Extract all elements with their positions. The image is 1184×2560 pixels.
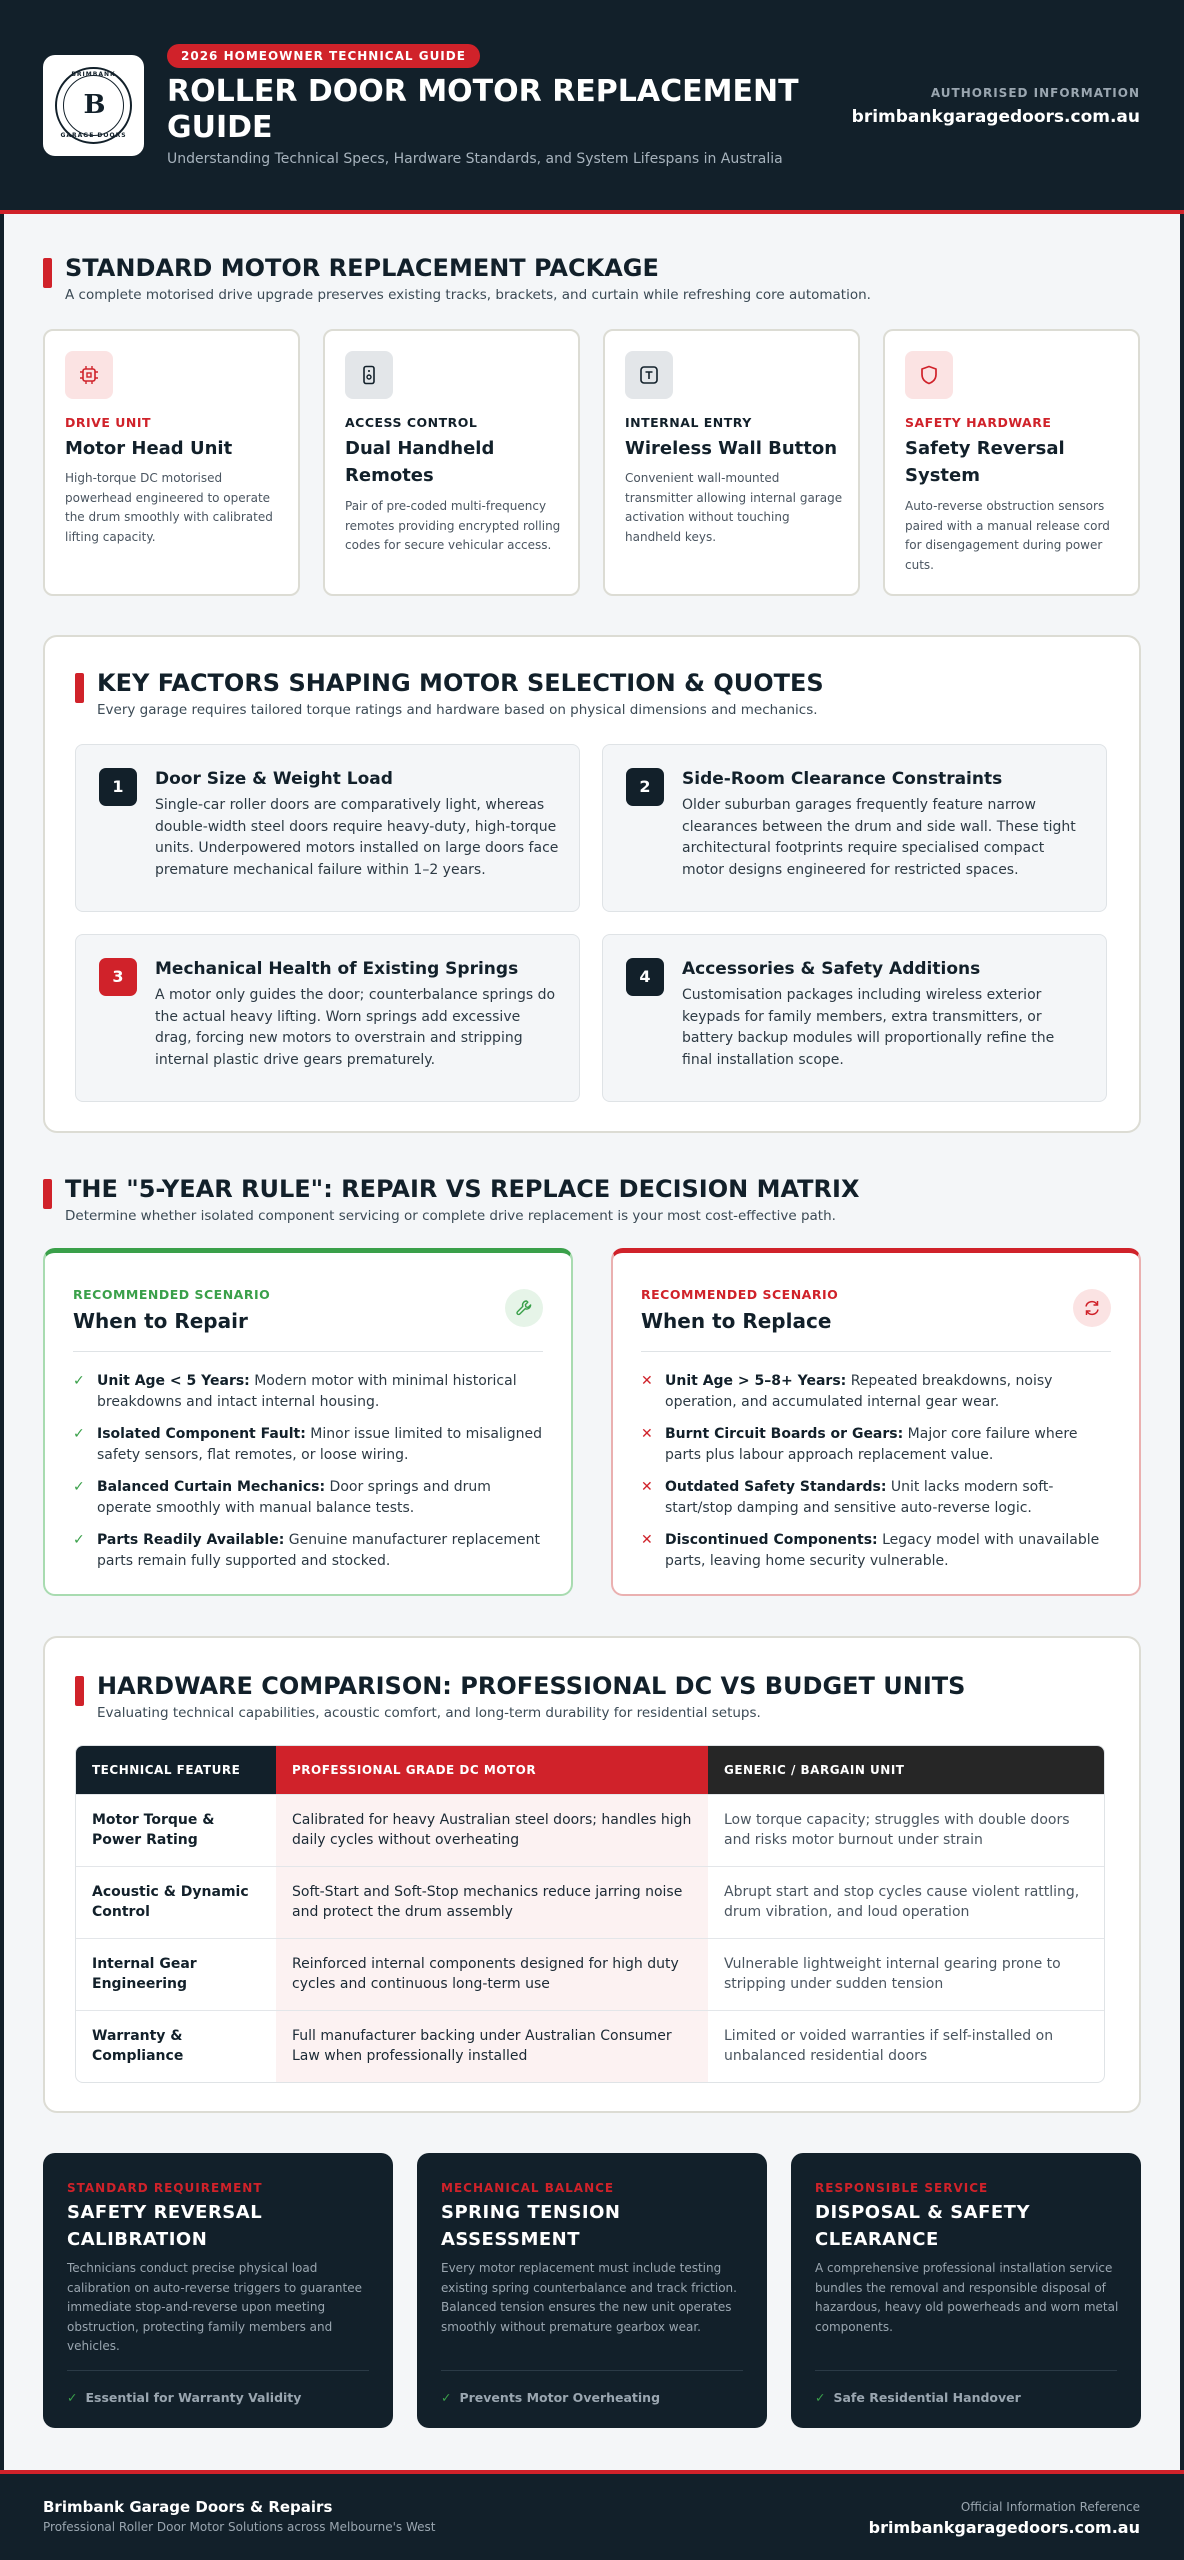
comparison-section-subtitle: Evaluating technical capabilities, acoustic comfort, and long-term durability for residential setups.	[97, 1705, 761, 1721]
column-header-budget: GENERIC / BARGAIN UNIT	[708, 1746, 1105, 1794]
replace-criterion	[641, 1424, 1111, 1465]
factor-body: Older suburban garages frequently feature narrow clearances between the drum and side wall. These tight architectural footprints require specialised compact motor designs engineered for restricted spaces.	[682, 797, 1076, 878]
package-card-remotes	[323, 329, 580, 596]
remote-icon	[345, 351, 393, 399]
criterion-lead: Balanced Curtain Mechanics:	[97, 1479, 326, 1495]
repair-criterion	[73, 1424, 543, 1465]
shield-icon	[905, 351, 953, 399]
cross-icon: ✕	[641, 1479, 653, 1495]
replace-criterion	[641, 1530, 1111, 1571]
criterion-text: Door springs and drum operate smoothly with manual balance tests.	[97, 1479, 491, 1516]
standard-divider	[815, 2370, 1117, 2371]
check-icon: ✓	[815, 2390, 826, 2405]
guide-badge: 2026 HOMEOWNER TECHNICAL GUIDE	[167, 44, 480, 68]
criterion-lead: Isolated Component Fault:	[97, 1426, 306, 1442]
check-icon: ✓	[73, 1373, 85, 1389]
section-accent-bar	[43, 258, 52, 288]
professional-cell: Full manufacturer backing under Australian Consumer Law when professionally installed	[276, 2011, 708, 2082]
factor-title: Door Size & Weight Load	[155, 769, 393, 789]
package-card-description: High-torque DC motorised powerhead engineered to operate the drum smoothly with calibrated lifting capacity.	[65, 471, 273, 544]
logo-seal	[55, 67, 132, 144]
chip-icon	[65, 351, 113, 399]
table-row	[76, 1794, 1105, 1866]
column-header-professional: PROFESSIONAL GRADE DC MOTOR	[276, 1746, 708, 1794]
standard-footnote-text: Prevents Motor Overheating	[459, 2390, 661, 2405]
budget-cell: Abrupt start and stop cycles cause violent rattling, drum vibration, and loud operation	[724, 1884, 1080, 1920]
replace-criterion	[641, 1477, 1111, 1518]
footer-reference-label: Official Information Reference	[960, 2500, 1140, 2514]
factor-card	[602, 934, 1107, 1102]
standard-card-disposal	[791, 2153, 1141, 2428]
standard-divider	[67, 2370, 369, 2371]
criterion-text: Major core failure where parts plus labour approach replacement value.	[665, 1426, 1078, 1463]
replace-criterion	[641, 1371, 1111, 1412]
professional-cell: Soft-Start and Soft-Stop mechanics reduce jarring noise and protect the drum assembly	[276, 1867, 708, 1938]
package-card-wall-button	[603, 329, 860, 596]
page-subtitle: Understanding Technical Specs, Hardware Standards, and System Lifespans in Australia	[167, 151, 783, 167]
replace-title: When to Replace	[641, 1309, 832, 1333]
footer-company-name: Brimbank Garage Doors & Repairs	[43, 2498, 333, 2516]
repair-criterion	[73, 1477, 543, 1518]
standard-kicker: MECHANICAL BALANCE	[441, 2181, 615, 2195]
factor-card	[602, 744, 1107, 912]
package-card-kicker: INTERNAL ENTRY	[625, 415, 752, 430]
package-card-kicker: DRIVE UNIT	[65, 415, 152, 430]
criterion-text: Minor issue limited to misaligned safety sensors, flat remotes, or loose wiring.	[97, 1426, 543, 1463]
page-title: ROLLER DOOR MOTOR REPLACEMENT GUIDE	[167, 74, 799, 145]
wrench-icon	[505, 1289, 543, 1327]
criterion-lead: Unit Age > 5–8+ Years:	[665, 1373, 847, 1389]
factor-body: Customisation packages including wireless exterior keypads for family members, extra transmitters, or battery backup modules will proportionally refine the final installation scope.	[682, 987, 1055, 1068]
section-accent-bar	[75, 1676, 84, 1706]
professional-cell: Calibrated for heavy Australian steel doors; handles high daily cycles without overheating	[276, 1795, 708, 1866]
standard-footnote	[67, 2390, 301, 2405]
logo-ring-bottom: GARAGE DOORS	[60, 132, 127, 139]
main-content	[4, 214, 1180, 2470]
table-row	[76, 2010, 1105, 2082]
comparison-section-title: HARDWARE COMPARISON: PROFESSIONAL DC VS BUDGET UNITS	[97, 1672, 966, 1700]
check-icon: ✓	[67, 2390, 78, 2405]
section-accent-bar	[43, 1179, 52, 1209]
footer-website-link[interactable]: brimbankgaragedoors.com.au	[868, 2518, 1140, 2537]
repair-title: When to Repair	[73, 1309, 248, 1333]
header-website-link[interactable]: brimbankgaragedoors.com.au	[851, 107, 1140, 127]
criterion-lead: Discontinued Components:	[665, 1532, 878, 1548]
package-card-description: Convenient wall-mounted transmitter allowing internal garage activation without touching handheld keys.	[625, 471, 843, 544]
criterion-lead: Outdated Safety Standards:	[665, 1479, 887, 1495]
comparison-table	[75, 1745, 1105, 2083]
package-card-safety-reversal	[883, 329, 1140, 596]
standard-footnote-text: Essential for Warranty Validity	[85, 2390, 302, 2405]
check-icon: ✓	[73, 1532, 85, 1548]
feature-cell: Internal Gear Engineering	[92, 1956, 197, 1992]
standard-kicker: STANDARD REQUIREMENT	[67, 2181, 263, 2195]
standard-card-safety-calibration	[43, 2153, 393, 2428]
package-card-kicker: SAFETY HARDWARE	[905, 415, 1052, 430]
replace-kicker: RECOMMENDED SCENARIO	[641, 1287, 839, 1302]
standard-description: A comprehensive professional installation service bundles the removal and responsible disposal of hazardous, heavy old powerheads and worn metal components.	[815, 2261, 1119, 2334]
logo-ring-top: BRIMBANK	[71, 71, 116, 78]
feature-cell: Warranty & Compliance	[92, 2028, 184, 2064]
budget-cell: Low torque capacity; struggles with double doors and risks motor burnout under strain	[724, 1812, 1070, 1848]
table-row	[76, 1866, 1105, 1938]
factor-number: 1	[99, 768, 137, 806]
factor-title: Accessories & Safety Additions	[682, 959, 981, 979]
feature-cell: Motor Torque & Power Rating	[92, 1812, 215, 1848]
factor-title: Mechanical Health of Existing Springs	[155, 959, 519, 979]
standard-card-spring-tension	[417, 2153, 767, 2428]
repair-card	[43, 1248, 573, 1596]
refresh-icon	[1073, 1289, 1111, 1327]
package-card-kicker: ACCESS CONTROL	[345, 415, 478, 430]
cross-icon: ✕	[641, 1426, 653, 1442]
factor-number: 4	[626, 958, 664, 996]
criterion-text: Unit lacks modern soft-start/stop damping and sensitive auto-reverse logic.	[665, 1479, 1054, 1516]
standard-divider	[441, 2370, 743, 2371]
criterion-text: Modern motor with minimal historical breakdowns and intact internal housing.	[97, 1373, 517, 1410]
logo-inner-ring	[63, 75, 124, 136]
budget-cell: Vulnerable lightweight internal gearing prone to stripping under sudden tension	[724, 1956, 1061, 1992]
matrix-section-subtitle: Determine whether isolated component servicing or complete drive replacement is your most cost-effective path.	[65, 1208, 836, 1224]
standard-description: Technicians conduct precise physical load calibration on auto-reverse triggers to guarantee immediate stop-and-reverse upon meeting obstruction, protecting family members and vehicles.	[67, 2261, 362, 2353]
check-icon: ✓	[73, 1426, 85, 1442]
factor-number: 2	[626, 768, 664, 806]
cross-icon: ✕	[641, 1532, 653, 1548]
table-header-row	[76, 1746, 1105, 1794]
standard-title: SAFETY REVERSAL CALIBRATION	[67, 2202, 263, 2250]
criterion-lead: Unit Age < 5 Years:	[97, 1373, 250, 1389]
brand-logo[interactable]	[43, 55, 144, 156]
budget-cell: Limited or voided warranties if self-installed on unbalanced residential doors	[724, 2028, 1054, 2064]
repair-criterion	[73, 1530, 543, 1571]
authorised-label: AUTHORISED INFORMATION	[930, 86, 1140, 100]
factor-body: A motor only guides the door; counterbalance springs do the actual heavy lifting. Worn springs add excessive drag, forcing new motors to overstrain and stripping internal plastic drive gears prematurely.	[155, 987, 556, 1068]
table-row	[76, 1938, 1105, 2010]
factor-number: 3	[99, 958, 137, 996]
factors-section-subtitle: Every garage requires tailored torque ratings and hardware based on physical dimensions and mechanics.	[97, 702, 818, 718]
section-accent-bar	[75, 673, 84, 703]
factors-section-title: KEY FACTORS SHAPING MOTOR SELECTION & QUOTES	[97, 669, 824, 697]
factor-card	[75, 744, 580, 912]
package-section-title: STANDARD MOTOR REPLACEMENT PACKAGE	[65, 254, 659, 282]
factor-title: Side-Room Clearance Constraints	[682, 769, 1003, 789]
cross-icon: ✕	[641, 1373, 653, 1389]
criterion-text: Legacy model with unavailable parts, leaving home security vulnerable.	[665, 1532, 1100, 1569]
factors-panel	[43, 635, 1141, 1133]
comparison-panel	[43, 1636, 1141, 2113]
wall-button-icon	[625, 351, 673, 399]
professional-cell: Reinforced internal components designed for high duty cycles and continuous long-term use	[276, 1939, 708, 2010]
standard-kicker: RESPONSIBLE SERVICE	[815, 2181, 989, 2195]
package-card-motor-head	[43, 329, 300, 596]
replace-card	[611, 1248, 1141, 1596]
feature-cell: Acoustic & Dynamic Control	[92, 1884, 249, 1920]
package-card-title: Motor Head Unit	[65, 438, 233, 459]
standard-title: SPRING TENSION ASSESSMENT	[441, 2202, 621, 2250]
repair-criterion	[73, 1371, 543, 1412]
matrix-section-title: THE "5-YEAR RULE": REPAIR VS REPLACE DECISION MATRIX	[65, 1175, 860, 1203]
standard-footnote-text: Safe Residential Handover	[833, 2390, 1021, 2405]
check-icon: ✓	[73, 1479, 85, 1495]
package-card-title: Dual Handheld Remotes	[345, 438, 495, 486]
logo-letter: B	[83, 90, 106, 120]
package-card-title: Wireless Wall Button	[625, 438, 838, 459]
package-card-title: Safety Reversal System	[905, 438, 1065, 486]
standard-footnote	[441, 2390, 660, 2405]
package-card-description: Auto-reverse obstruction sensors paired with a manual release cord for disengagement during power cuts.	[905, 499, 1110, 572]
header	[0, 0, 1184, 210]
criterion-text: Repeated breakdowns, noisy operation, and accumulated internal gear wear.	[665, 1373, 1053, 1410]
replace-divider	[641, 1351, 1111, 1352]
repair-divider	[73, 1351, 543, 1352]
standard-footnote	[815, 2390, 1021, 2405]
criterion-text: Genuine manufacturer replacement parts remain fully supported and stocked.	[97, 1532, 540, 1569]
factor-body: Single-car roller doors are comparatively light, whereas double-width steel doors require heavy-duty, high-torque units. Underpowered motors installed on large doors face premature mechanical failure within 1–2 years.	[155, 797, 559, 878]
package-section-subtitle: A complete motorised drive upgrade preserves existing tracks, brackets, and curtain while refreshing core automation.	[65, 287, 871, 303]
standard-title: DISPOSAL & SAFETY CLEARANCE	[815, 2202, 1030, 2250]
column-header-feature: TECHNICAL FEATURE	[76, 1746, 276, 1794]
package-card-description: Pair of pre-coded multi-frequency remotes providing encrypted rolling codes for secure vehicular access.	[345, 499, 561, 552]
factor-card	[75, 934, 580, 1102]
standard-description: Every motor replacement must include testing existing spring counterbalance and track friction. Balanced tension ensures the new unit operates smoothly without premature gearbox wear.	[441, 2261, 737, 2334]
criterion-lead: Burnt Circuit Boards or Gears:	[665, 1426, 904, 1442]
check-icon: ✓	[441, 2390, 452, 2405]
footer-tagline: Professional Roller Door Motor Solutions across Melbourne's West	[43, 2520, 436, 2534]
criterion-lead: Parts Readily Available:	[97, 1532, 285, 1548]
footer	[0, 2474, 1184, 2560]
repair-kicker: RECOMMENDED SCENARIO	[73, 1287, 271, 1302]
